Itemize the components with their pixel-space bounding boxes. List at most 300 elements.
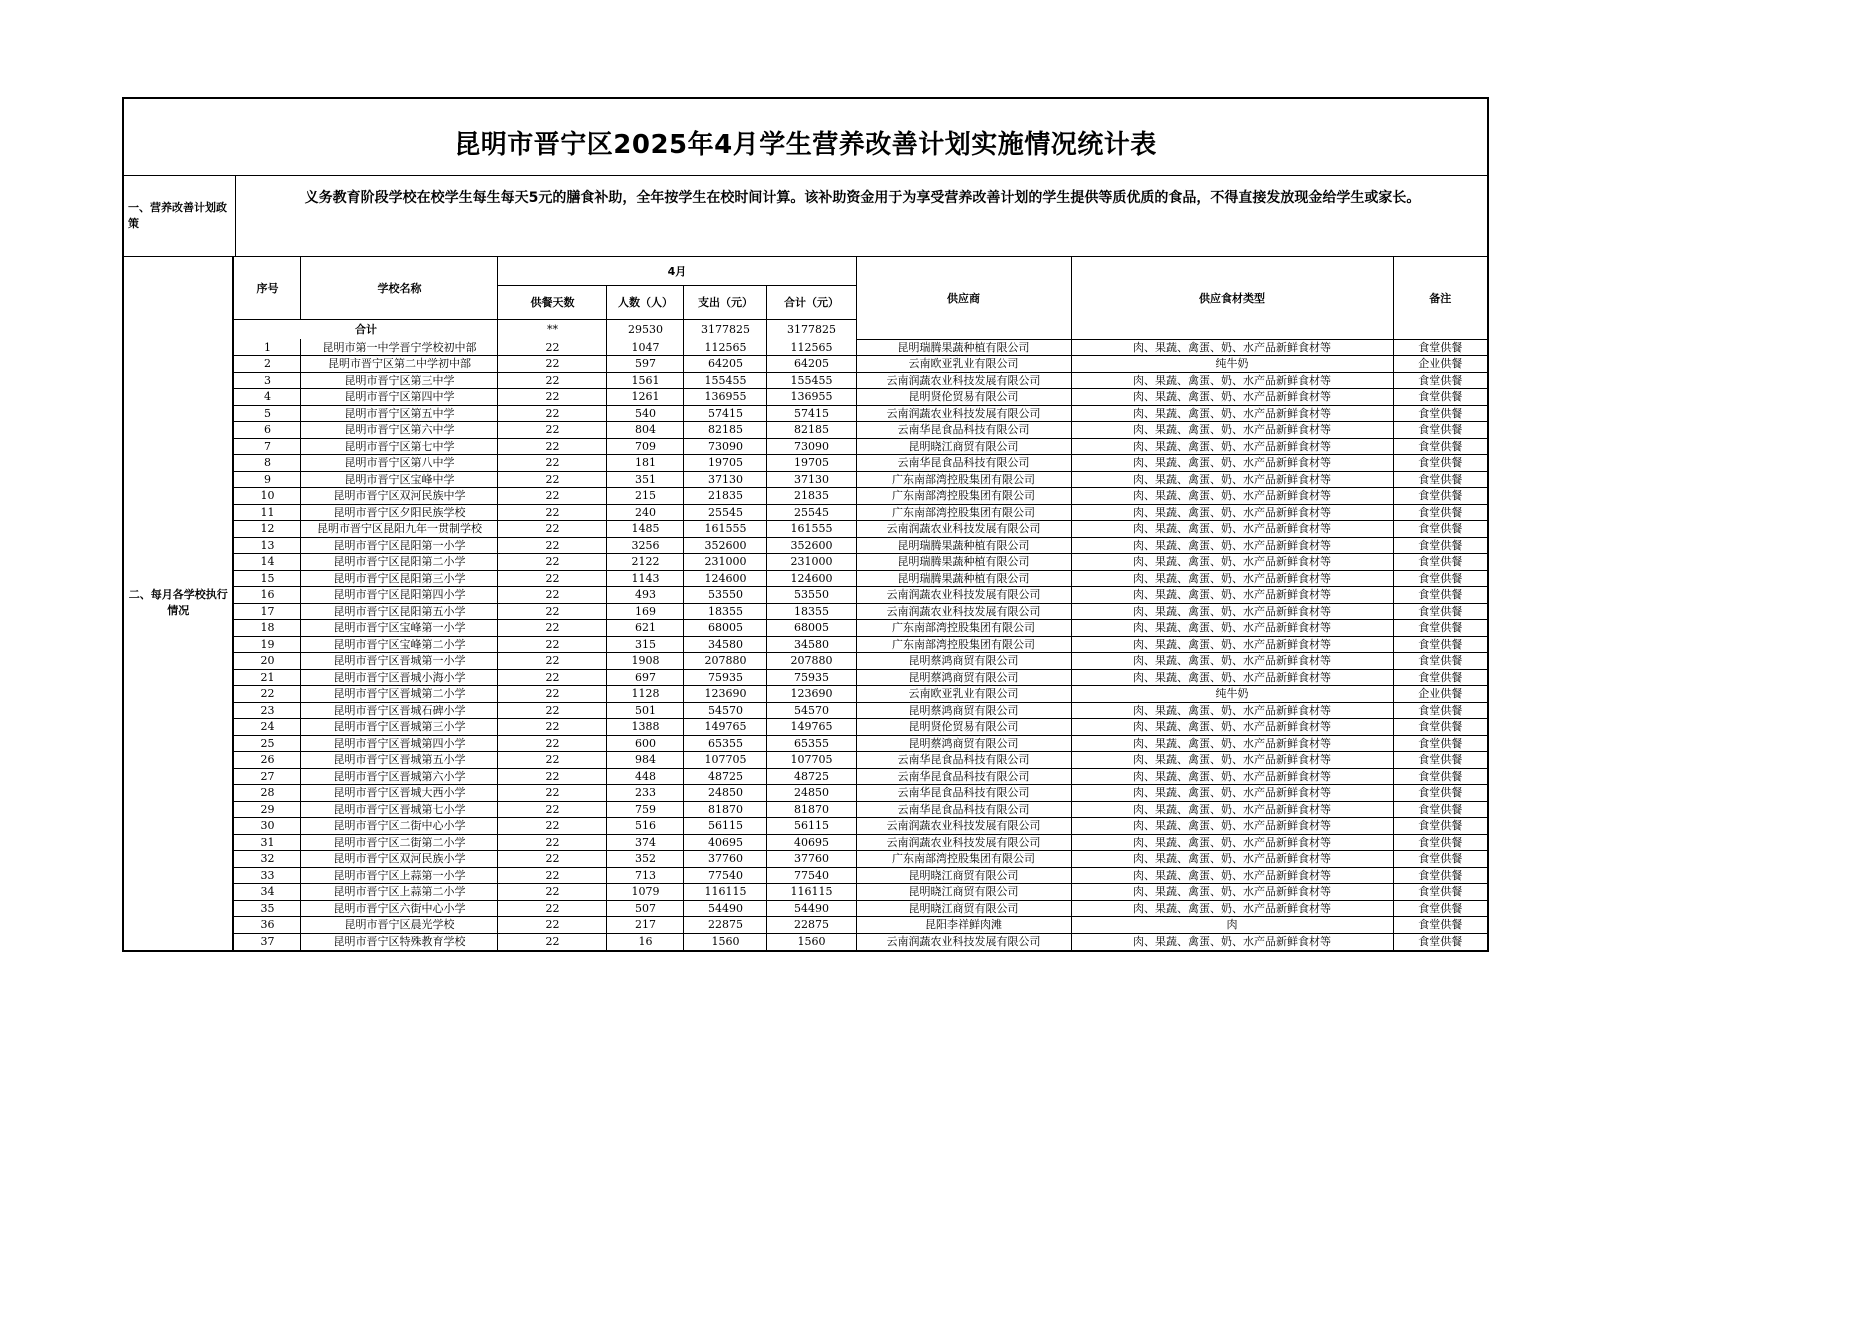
remark: 食堂供餐 [1393, 405, 1487, 422]
supplier: 昆明蔡鸿商贸有限公司 [856, 669, 1071, 686]
food-type: 肉、果蔬、禽蛋、奶、水产品新鲜食材等 [1071, 389, 1393, 406]
expense: 37130 [684, 471, 767, 488]
supplier: 云南华昆食品科技有限公司 [856, 455, 1071, 472]
row-index: 19 [234, 636, 301, 653]
supplier: 昆明蔡鸿商贸有限公司 [856, 702, 1071, 719]
row-total: 24850 [767, 785, 856, 802]
student-count: 984 [607, 752, 684, 769]
row-total: 207880 [767, 653, 856, 670]
school-name: 昆明市晋宁区六街中心小学 [301, 900, 498, 917]
meal-days: 22 [498, 653, 607, 670]
food-type: 肉、果蔬、禽蛋、奶、水产品新鲜食材等 [1071, 339, 1393, 356]
row-total: 116115 [767, 884, 856, 901]
school-name: 昆明市晋宁区宝峰中学 [301, 471, 498, 488]
school-name: 昆明市晋宁区晋城第七小学 [301, 801, 498, 818]
supplier: 昆明晓江商贸有限公司 [856, 900, 1071, 917]
supplier: 广东南部湾控股集团有限公司 [856, 471, 1071, 488]
expense: 25545 [684, 504, 767, 521]
expense: 18355 [684, 603, 767, 620]
supplier: 云南润蔬农业科技发展有限公司 [856, 521, 1071, 538]
supplier: 云南华昆食品科技有限公司 [856, 752, 1071, 769]
remark: 企业供餐 [1393, 356, 1487, 373]
food-type: 纯牛奶 [1071, 686, 1393, 703]
row-total: 75935 [767, 669, 856, 686]
table-row [234, 851, 1487, 868]
table-row [234, 884, 1487, 901]
row-total: 37760 [767, 851, 856, 868]
table-row [234, 801, 1487, 818]
food-type: 肉、果蔬、禽蛋、奶、水产品新鲜食材等 [1071, 488, 1393, 505]
row-index: 14 [234, 554, 301, 571]
food-type: 肉、果蔬、禽蛋、奶、水产品新鲜食材等 [1071, 801, 1393, 818]
row-index: 11 [234, 504, 301, 521]
student-count: 215 [607, 488, 684, 505]
table-row [234, 620, 1487, 637]
row-index: 15 [234, 570, 301, 587]
food-type: 肉、果蔬、禽蛋、奶、水产品新鲜食材等 [1071, 521, 1393, 538]
remark: 食堂供餐 [1393, 438, 1487, 455]
row-total: 155455 [767, 372, 856, 389]
expense: 231000 [684, 554, 767, 571]
table-row [234, 339, 1487, 356]
meal-days: 22 [498, 603, 607, 620]
student-count: 1561 [607, 372, 684, 389]
school-name: 昆明市晋宁区第八中学 [301, 455, 498, 472]
school-name: 昆明市晋宁区晋城第三小学 [301, 719, 498, 736]
expense: 54490 [684, 900, 767, 917]
expense: 75935 [684, 669, 767, 686]
expense: 107705 [684, 752, 767, 769]
row-total: 107705 [767, 752, 856, 769]
remark: 食堂供餐 [1393, 570, 1487, 587]
remark: 食堂供餐 [1393, 636, 1487, 653]
table-row [234, 900, 1487, 917]
student-count: 597 [607, 356, 684, 373]
food-type: 肉、果蔬、禽蛋、奶、水产品新鲜食材等 [1071, 884, 1393, 901]
row-index: 5 [234, 405, 301, 422]
row-total: 54570 [767, 702, 856, 719]
policy-text: 义务教育阶段学校在校学生每生每天5元的膳食补助，全年按学生在校时间计算。该补助资金用于为享受营养改善计划的学生提供等质优质的食品，不得直接发放现金给学生或家长。 [304, 190, 1421, 206]
remark: 食堂供餐 [1393, 933, 1487, 950]
supplier: 昆明贤伦贸易有限公司 [856, 389, 1071, 406]
table-row [234, 455, 1487, 472]
school-name: 昆明市晋宁区昆阳第一小学 [301, 537, 498, 554]
table-row [234, 504, 1487, 521]
row-index: 29 [234, 801, 301, 818]
supplier: 昆明蔡鸿商贸有限公司 [856, 735, 1071, 752]
policy-section [124, 176, 1487, 257]
execution-section [124, 257, 1487, 950]
food-type: 肉、果蔬、禽蛋、奶、水产品新鲜食材等 [1071, 867, 1393, 884]
meal-days: 22 [498, 389, 607, 406]
meal-days: 22 [498, 735, 607, 752]
table-row [234, 422, 1487, 439]
table-row [234, 752, 1487, 769]
row-index: 4 [234, 389, 301, 406]
student-count: 540 [607, 405, 684, 422]
remark: 食堂供餐 [1393, 653, 1487, 670]
row-index: 32 [234, 851, 301, 868]
food-type: 肉、果蔬、禽蛋、奶、水产品新鲜食材等 [1071, 438, 1393, 455]
table-row [234, 768, 1487, 785]
student-count: 1485 [607, 521, 684, 538]
remark: 食堂供餐 [1393, 735, 1487, 752]
student-count: 709 [607, 438, 684, 455]
table-row [234, 867, 1487, 884]
supplier: 昆明瑞腾果蔬种植有限公司 [856, 537, 1071, 554]
row-index: 31 [234, 834, 301, 851]
food-type: 肉、果蔬、禽蛋、奶、水产品新鲜食材等 [1071, 636, 1393, 653]
row-total: 37130 [767, 471, 856, 488]
header-total: 合计（元） [767, 285, 856, 319]
meal-days: 22 [498, 884, 607, 901]
header-supplier: 供应商 [856, 257, 1071, 339]
school-name: 昆明市晋宁区昆阳第五小学 [301, 603, 498, 620]
table-row [234, 356, 1487, 373]
student-count: 374 [607, 834, 684, 851]
expense: 352600 [684, 537, 767, 554]
student-count: 1908 [607, 653, 684, 670]
row-total: 149765 [767, 719, 856, 736]
row-index: 22 [234, 686, 301, 703]
supplier: 云南润蔬农业科技发展有限公司 [856, 603, 1071, 620]
supplier: 昆阳李祥鲜肉滩 [856, 917, 1071, 934]
table-row [234, 636, 1487, 653]
expense: 124600 [684, 570, 767, 587]
student-count: 713 [607, 867, 684, 884]
food-type: 肉、果蔬、禽蛋、奶、水产品新鲜食材等 [1071, 900, 1393, 917]
row-index: 1 [234, 339, 301, 356]
food-type: 肉、果蔬、禽蛋、奶、水产品新鲜食材等 [1071, 702, 1393, 719]
row-index: 33 [234, 867, 301, 884]
expense: 77540 [684, 867, 767, 884]
summary-people: 29530 [607, 319, 684, 339]
food-type: 肉、果蔬、禽蛋、奶、水产品新鲜食材等 [1071, 851, 1393, 868]
row-total: 40695 [767, 834, 856, 851]
school-name: 昆明市晋宁区第二中学初中部 [301, 356, 498, 373]
expense: 24850 [684, 785, 767, 802]
expense: 82185 [684, 422, 767, 439]
meal-days: 22 [498, 933, 607, 950]
table-row [234, 653, 1487, 670]
supplier: 云南润蔬农业科技发展有限公司 [856, 372, 1071, 389]
row-index: 17 [234, 603, 301, 620]
student-count: 240 [607, 504, 684, 521]
row-total: 1560 [767, 933, 856, 950]
row-total: 112565 [767, 339, 856, 356]
food-type: 肉、果蔬、禽蛋、奶、水产品新鲜食材等 [1071, 372, 1393, 389]
school-name: 昆明市晋宁区晋城第四小学 [301, 735, 498, 752]
school-name: 昆明市晋宁区二街中心小学 [301, 818, 498, 835]
meal-days: 22 [498, 570, 607, 587]
supplier: 广东南部湾控股集团有限公司 [856, 851, 1071, 868]
expense: 161555 [684, 521, 767, 538]
row-total: 77540 [767, 867, 856, 884]
header-index: 序号 [234, 257, 301, 319]
table-row [234, 603, 1487, 620]
student-count: 621 [607, 620, 684, 637]
row-total: 34580 [767, 636, 856, 653]
school-name: 昆明市晋宁区上蒜第二小学 [301, 884, 498, 901]
table-row [234, 719, 1487, 736]
row-total: 161555 [767, 521, 856, 538]
table-row [234, 702, 1487, 719]
food-type: 肉、果蔬、禽蛋、奶、水产品新鲜食材等 [1071, 768, 1393, 785]
remark: 食堂供餐 [1393, 851, 1487, 868]
table-row [234, 785, 1487, 802]
remark: 企业供餐 [1393, 686, 1487, 703]
student-count: 448 [607, 768, 684, 785]
row-total: 25545 [767, 504, 856, 521]
meal-days: 22 [498, 372, 607, 389]
header-remark: 备注 [1393, 257, 1487, 339]
food-type: 肉、果蔬、禽蛋、奶、水产品新鲜食材等 [1071, 719, 1393, 736]
student-count: 493 [607, 587, 684, 604]
supplier: 云南润蔬农业科技发展有限公司 [856, 818, 1071, 835]
expense: 21835 [684, 488, 767, 505]
supplier: 昆明贤伦贸易有限公司 [856, 719, 1071, 736]
student-count: 352 [607, 851, 684, 868]
student-count: 3256 [607, 537, 684, 554]
table-row [234, 537, 1487, 554]
meal-days: 22 [498, 620, 607, 637]
food-type: 肉、果蔬、禽蛋、奶、水产品新鲜食材等 [1071, 669, 1393, 686]
remark: 食堂供餐 [1393, 669, 1487, 686]
school-name: 昆明市晋宁区晨光学校 [301, 917, 498, 934]
school-name: 昆明市晋宁区昆阳第三小学 [301, 570, 498, 587]
remark: 食堂供餐 [1393, 752, 1487, 769]
row-index: 24 [234, 719, 301, 736]
row-total: 124600 [767, 570, 856, 587]
student-count: 1079 [607, 884, 684, 901]
food-type: 肉、果蔬、禽蛋、奶、水产品新鲜食材等 [1071, 933, 1393, 950]
student-count: 1128 [607, 686, 684, 703]
table-row [234, 669, 1487, 686]
expense: 19705 [684, 455, 767, 472]
table-row [234, 834, 1487, 851]
table-row [234, 471, 1487, 488]
supplier: 昆明晓江商贸有限公司 [856, 867, 1071, 884]
food-type: 肉、果蔬、禽蛋、奶、水产品新鲜食材等 [1071, 785, 1393, 802]
meal-days: 22 [498, 917, 607, 934]
table-row [234, 405, 1487, 422]
school-name: 昆明市晋宁区第三中学 [301, 372, 498, 389]
meal-days: 22 [498, 834, 607, 851]
meal-days: 22 [498, 636, 607, 653]
remark: 食堂供餐 [1393, 422, 1487, 439]
row-index: 28 [234, 785, 301, 802]
row-index: 2 [234, 356, 301, 373]
meal-days: 22 [498, 752, 607, 769]
food-type: 肉、果蔬、禽蛋、奶、水产品新鲜食材等 [1071, 587, 1393, 604]
meal-days: 22 [498, 471, 607, 488]
row-index: 16 [234, 587, 301, 604]
school-name: 昆明市晋宁区晋城小海小学 [301, 669, 498, 686]
food-type: 肉、果蔬、禽蛋、奶、水产品新鲜食材等 [1071, 653, 1393, 670]
school-rows [234, 339, 1487, 950]
supplier: 昆明瑞腾果蔬种植有限公司 [856, 570, 1071, 587]
row-total: 54490 [767, 900, 856, 917]
school-name: 昆明市第一中学晋宁学校初中部 [301, 339, 498, 356]
school-name: 昆明市晋宁区宝峰第一小学 [301, 620, 498, 637]
school-name: 昆明市晋宁区晋城第一小学 [301, 653, 498, 670]
expense: 48725 [684, 768, 767, 785]
remark: 食堂供餐 [1393, 471, 1487, 488]
expense: 68005 [684, 620, 767, 637]
remark: 食堂供餐 [1393, 884, 1487, 901]
student-count: 1261 [607, 389, 684, 406]
expense: 34580 [684, 636, 767, 653]
supplier: 昆明晓江商贸有限公司 [856, 884, 1071, 901]
supplier: 云南华昆食品科技有限公司 [856, 801, 1071, 818]
remark: 食堂供餐 [1393, 521, 1487, 538]
row-total: 82185 [767, 422, 856, 439]
row-total: 56115 [767, 818, 856, 835]
supplier: 云南润蔬农业科技发展有限公司 [856, 405, 1071, 422]
student-count: 217 [607, 917, 684, 934]
food-type: 肉、果蔬、禽蛋、奶、水产品新鲜食材等 [1071, 554, 1393, 571]
table-row [234, 554, 1487, 571]
expense: 53550 [684, 587, 767, 604]
expense: 73090 [684, 438, 767, 455]
meal-days: 22 [498, 702, 607, 719]
expense: 1560 [684, 933, 767, 950]
meal-days: 22 [498, 455, 607, 472]
food-type: 肉、果蔬、禽蛋、奶、水产品新鲜食材等 [1071, 504, 1393, 521]
table-row [234, 933, 1487, 950]
summary-expense: 3177825 [684, 319, 767, 339]
school-name: 昆明市晋宁区第七中学 [301, 438, 498, 455]
supplier: 云南华昆食品科技有限公司 [856, 768, 1071, 785]
school-name: 昆明市晋宁区昆阳第四小学 [301, 587, 498, 604]
meal-days: 22 [498, 554, 607, 571]
remark: 食堂供餐 [1393, 867, 1487, 884]
meal-days: 22 [498, 851, 607, 868]
supplier: 广东南部湾控股集团有限公司 [856, 636, 1071, 653]
school-name: 昆明市晋宁区晋城第五小学 [301, 752, 498, 769]
row-total: 65355 [767, 735, 856, 752]
food-type: 肉 [1071, 917, 1393, 934]
expense: 155455 [684, 372, 767, 389]
summary-days: ** [498, 319, 607, 339]
school-name: 昆明市晋宁区昆阳九年一贯制学校 [301, 521, 498, 538]
table-row [234, 587, 1487, 604]
expense: 40695 [684, 834, 767, 851]
row-total: 81870 [767, 801, 856, 818]
row-index: 30 [234, 818, 301, 835]
row-index: 3 [234, 372, 301, 389]
student-count: 697 [607, 669, 684, 686]
remark: 食堂供餐 [1393, 702, 1487, 719]
expense: 112565 [684, 339, 767, 356]
food-type: 肉、果蔬、禽蛋、奶、水产品新鲜食材等 [1071, 422, 1393, 439]
supplier: 云南润蔬农业科技发展有限公司 [856, 587, 1071, 604]
food-type: 肉、果蔬、禽蛋、奶、水产品新鲜食材等 [1071, 752, 1393, 769]
row-index: 21 [234, 669, 301, 686]
row-total: 123690 [767, 686, 856, 703]
remark: 食堂供餐 [1393, 339, 1487, 356]
school-name: 昆明市晋宁区夕阳民族学校 [301, 504, 498, 521]
student-count: 804 [607, 422, 684, 439]
remark: 食堂供餐 [1393, 603, 1487, 620]
table-row [234, 917, 1487, 934]
expense: 57415 [684, 405, 767, 422]
food-type: 肉、果蔬、禽蛋、奶、水产品新鲜食材等 [1071, 471, 1393, 488]
table-row [234, 438, 1487, 455]
remark: 食堂供餐 [1393, 620, 1487, 637]
row-total: 22875 [767, 917, 856, 934]
expense: 149765 [684, 719, 767, 736]
remark: 食堂供餐 [1393, 504, 1487, 521]
row-index: 8 [234, 455, 301, 472]
remark: 食堂供餐 [1393, 488, 1487, 505]
supplier: 云南欧亚乳业有限公司 [856, 356, 1071, 373]
student-count: 351 [607, 471, 684, 488]
row-index: 25 [234, 735, 301, 752]
school-name: 昆明市晋宁区宝峰第二小学 [301, 636, 498, 653]
table-row [234, 488, 1487, 505]
remark: 食堂供餐 [1393, 917, 1487, 934]
row-index: 37 [234, 933, 301, 950]
row-total: 19705 [767, 455, 856, 472]
meal-days: 22 [498, 438, 607, 455]
school-name: 昆明市晋宁区第六中学 [301, 422, 498, 439]
student-count: 759 [607, 801, 684, 818]
food-type: 肉、果蔬、禽蛋、奶、水产品新鲜食材等 [1071, 405, 1393, 422]
meal-days: 22 [498, 719, 607, 736]
food-type: 肉、果蔬、禽蛋、奶、水产品新鲜食材等 [1071, 620, 1393, 637]
row-total: 21835 [767, 488, 856, 505]
row-total: 136955 [767, 389, 856, 406]
supplier: 昆明瑞腾果蔬种植有限公司 [856, 339, 1071, 356]
student-count: 16 [607, 933, 684, 950]
school-name: 昆明市晋宁区双河民族中学 [301, 488, 498, 505]
school-name: 昆明市晋宁区晋城第二小学 [301, 686, 498, 703]
remark: 食堂供餐 [1393, 818, 1487, 835]
school-name: 昆明市晋宁区第五中学 [301, 405, 498, 422]
row-index: 20 [234, 653, 301, 670]
meal-days: 22 [498, 768, 607, 785]
expense: 116115 [684, 884, 767, 901]
food-type: 肉、果蔬、禽蛋、奶、水产品新鲜食材等 [1071, 603, 1393, 620]
remark: 食堂供餐 [1393, 389, 1487, 406]
row-index: 7 [234, 438, 301, 455]
meal-days: 22 [498, 900, 607, 917]
meal-days: 22 [498, 867, 607, 884]
meal-days: 22 [498, 356, 607, 373]
row-total: 68005 [767, 620, 856, 637]
sheet-title: 昆明市晋宁区2025年4月学生营养改善计划实施情况统计表 [454, 129, 1157, 160]
remark: 食堂供餐 [1393, 719, 1487, 736]
supplier: 云南欧亚乳业有限公司 [856, 686, 1071, 703]
meal-days: 22 [498, 801, 607, 818]
expense: 22875 [684, 917, 767, 934]
table-row [234, 570, 1487, 587]
student-count: 2122 [607, 554, 684, 571]
meal-days: 22 [498, 537, 607, 554]
table-row [234, 521, 1487, 538]
student-count: 315 [607, 636, 684, 653]
supplier: 云南润蔬农业科技发展有限公司 [856, 834, 1071, 851]
remark: 食堂供餐 [1393, 834, 1487, 851]
row-index: 13 [234, 537, 301, 554]
meal-days: 22 [498, 405, 607, 422]
row-index: 34 [234, 884, 301, 901]
school-name: 昆明市晋宁区晋城第六小学 [301, 768, 498, 785]
row-index: 27 [234, 768, 301, 785]
supplier: 昆明瑞腾果蔬种植有限公司 [856, 554, 1071, 571]
food-type: 肉、果蔬、禽蛋、奶、水产品新鲜食材等 [1071, 537, 1393, 554]
